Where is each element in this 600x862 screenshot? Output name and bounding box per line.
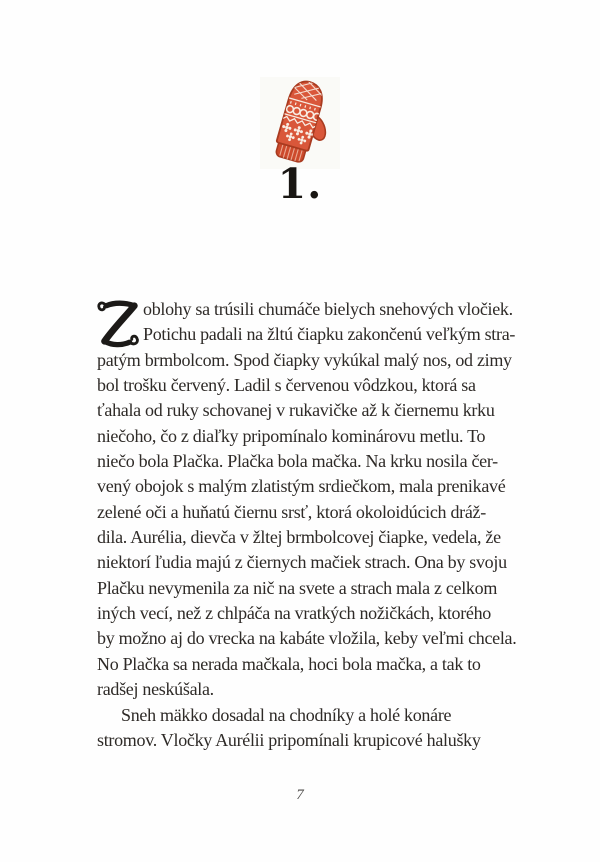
text-line: iných vecí, než z chlpáča na vratkých nožičkách, ktorého — [97, 603, 492, 624]
mitten-illustration — [260, 77, 340, 169]
text-line: vený obojok s malým zlatistým srdiečkom, mala prenikavé — [97, 476, 506, 497]
text-line: niektorí ľudia majú z čiernych mačiek strach. Ona by svoju — [97, 552, 507, 573]
text-line: radšej neskúšala. — [97, 679, 214, 700]
text-line: ťahala od ruky schovanej v rukavičke až k čiernemu krku — [97, 400, 495, 421]
page-number: 7 — [296, 787, 304, 803]
text-line: Plačku nevymenila za nič na svete a strach mala z celkom — [97, 577, 498, 598]
drop-cap-letter-z — [95, 298, 141, 348]
body-text — [97, 297, 567, 753]
text-line: Sneh mäkko dosadal na chodníky a holé konáre — [121, 704, 452, 725]
text-line: stromov. Vločky Aurélii pripomínali krupicové halušky — [97, 729, 481, 750]
text-line: dila. Aurélia, dievča v žltej brmbolcovej čiapke, vedela, že — [97, 527, 501, 548]
text-line: patým brmbolcom. Spod čiapky vykúkal malý nos, od zimy — [97, 349, 512, 370]
text-line: niečo bola Plačka. Plačka bola mačka. Na krku nosila čer- — [97, 451, 498, 472]
text-line: niečoho, čo z diaľky pripomínalo kominárovu metlu. To — [97, 425, 486, 446]
text-line: oblohy sa trúsili chumáče bielych snehových vločiek. — [143, 299, 513, 319]
mitten-icon — [260, 77, 340, 169]
text-line: Potichu padali na žltú čiapku zakončenú veľkým stra- — [143, 324, 516, 345]
text-line: bol trošku červený. Ladil s červenou vôdzkou, ktorá sa — [97, 375, 476, 396]
chapter-number: 1. — [277, 160, 323, 208]
text-line: No Plačka sa nerada mačkala, hoci bola mačka, a tak to — [97, 653, 481, 674]
text-line: by možno aj do vrecka na kabáte vložila, keby veľmi chcela. — [97, 628, 517, 649]
text-line: zelené oči a huňatú čiernu srsť, ktorá okoloidúcich dráž- — [97, 501, 486, 522]
